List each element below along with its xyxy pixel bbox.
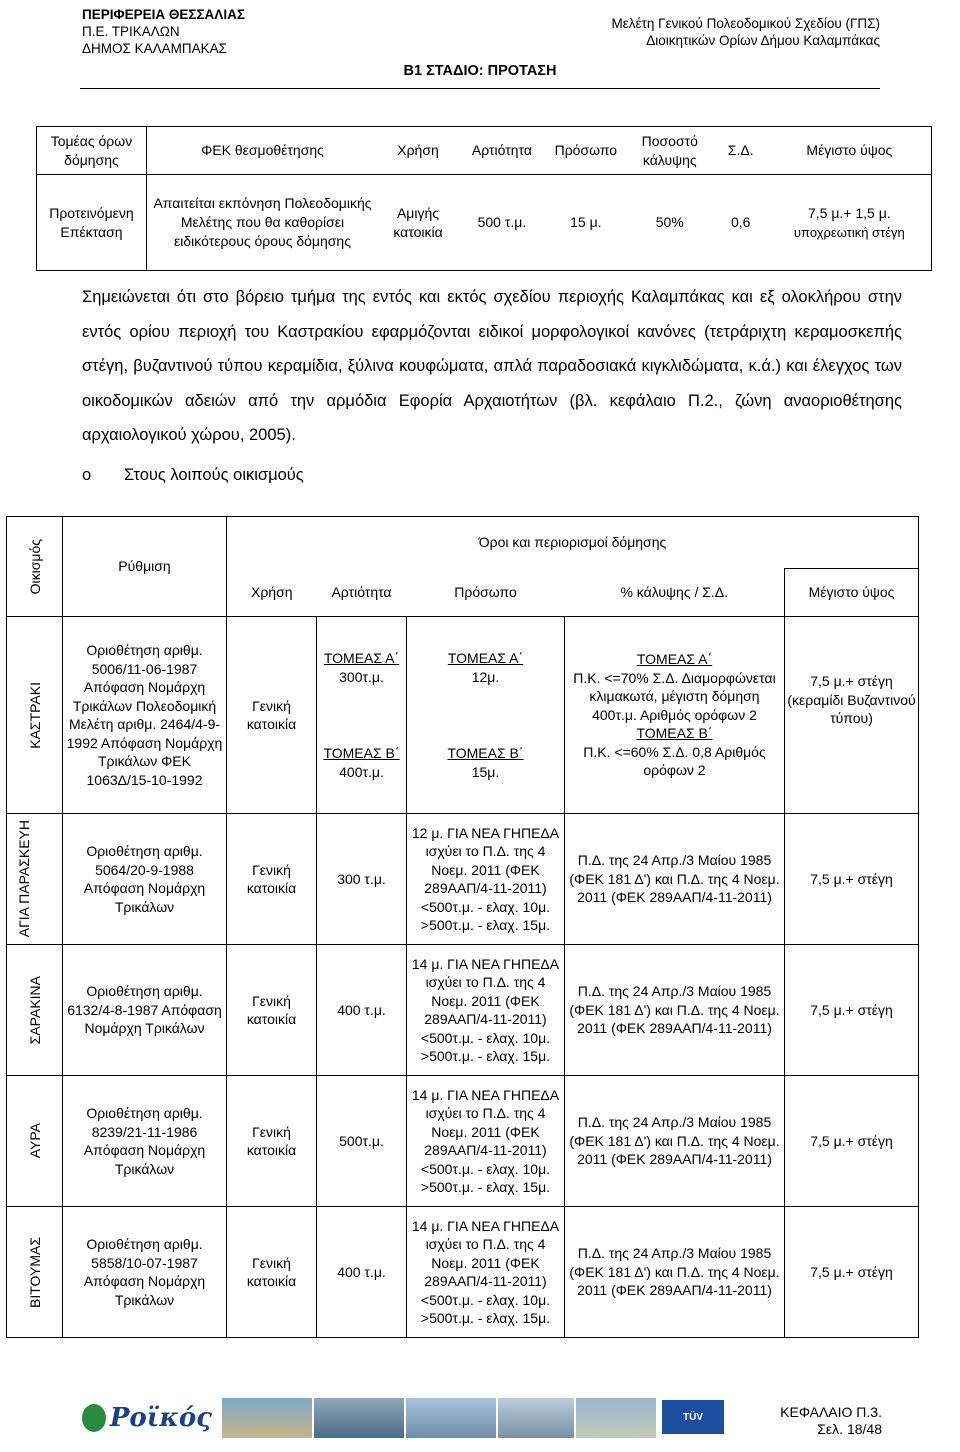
frontage-cell <box>407 945 565 1076</box>
height-text: 7,5 μ.+ στέγη (κεραμίδι Βυζαντινού τύπου) <box>787 673 916 727</box>
footer-photo-4 <box>498 1398 574 1438</box>
header-organization <box>82 6 245 57</box>
cell-min-lot: 500 τ.μ. <box>458 175 546 271</box>
frontage-text: 14 μ. ΓΙΑ ΝΕΑ ΓΗΠΕΔΑ ισχύει το Π.Δ. της 4 Νοεμ. 2011 (ΦΕΚ 289ΑΑΠ/4-11-2011) <500τ.μ. - ελαχ. 10μ. >500τ.μ. - ελαχ. 15μ. <box>411 1086 560 1195</box>
height-text: 7,5 μ.+ στέγη <box>810 870 893 887</box>
header-divider <box>80 88 880 89</box>
company-logo-mark <box>82 1404 106 1432</box>
regional-unit-name: Π.Ε. ΤΡΙΚΑΛΩΝ <box>82 24 180 39</box>
header-fek: ΦΕΚ θεσμοθέτησης <box>146 127 378 175</box>
header-use: Χρήση <box>227 569 317 617</box>
use-cell: Γενική κατοικία <box>227 814 317 945</box>
cell-use: Αμιγής κατοικία <box>378 175 458 271</box>
table-row <box>7 617 919 814</box>
header-use: Χρήση <box>378 127 458 175</box>
settlement-cell <box>7 945 63 1076</box>
cell-height <box>768 175 932 271</box>
header-regulation: Ρύθμιση <box>63 517 227 617</box>
height-note: υποχρεωτική στέγη <box>793 224 905 240</box>
settlement-cell <box>7 617 63 814</box>
bullet-marker: o <box>82 466 92 484</box>
page-number: Σελ. 18/48 <box>817 1421 882 1437</box>
height-text: 7,5 μ.+ στέγη <box>810 1001 893 1018</box>
settlement-name: ΚΑΣΤΡΑΚΙ <box>26 681 43 749</box>
table-row <box>7 945 919 1076</box>
header-row <box>37 127 932 175</box>
sector-a-frontage: 12μ. <box>471 668 500 685</box>
header-study <box>612 15 880 49</box>
header-coverage: Ποσοστό κάλυψης <box>626 127 714 175</box>
coverage-text: Π.Δ. της 24 Απρ./3 Μαίου 1985 (ΦΕΚ 181 Δ') και Π.Δ. της 4 Νοεμ. 2011 (ΦΕΚ 289ΑΑΠ/4-11-2011) <box>569 983 780 1037</box>
min-lot-cell: 400 τ.μ. <box>317 1207 407 1338</box>
regulation-text: Οριοθέτηση αριθμ. 5858/10-07-1987 Απόφαση Νομάρχη Τρικάλων <box>83 1236 206 1308</box>
coverage-text: Π.Δ. της 24 Απρ./3 Μαίου 1985 (ΦΕΚ 181 Δ') και Π.Δ. της 4 Νοεμ. 2011 (ΦΕΚ 289ΑΑΠ/4-11-2011) <box>569 1245 780 1299</box>
sector-a-min-lot: 300τ.μ. <box>339 668 384 685</box>
coverage-cell <box>565 617 785 814</box>
height-cell <box>785 814 919 945</box>
min-lot-cell: 500τ.μ. <box>317 1076 407 1207</box>
settlement-cell <box>7 1207 63 1338</box>
regulation-cell <box>63 1076 227 1207</box>
sector-a-coverage: Π.Κ. <=70% Σ.Δ. Διαμορφώνεται κλιμακωτά, μέγιστη δόμηση 400τ.μ. Αριθμός ορόφων 2 <box>573 669 776 723</box>
regulation-cell <box>63 945 227 1076</box>
study-subtitle: Διοικητικών Ορίων Δήμου Καλαμπάκας <box>646 33 880 48</box>
footer-photo-2 <box>314 1398 404 1438</box>
regulation-cell <box>63 814 227 945</box>
cell-sector: Προτεινόμενη Επέκταση <box>37 175 147 271</box>
table-row <box>7 1076 919 1207</box>
cell-fek: Απαιτείται εκπόνηση Πολεοδομικής Μελέτης που θα καθορίσει ειδικότερους όρους δόμησης <box>146 175 378 271</box>
regulation-text: Οριοθέτηση αριθμ. 5064/20-9-1988 Απόφαση Νομάρχη Τρικάλων <box>83 843 206 915</box>
settlement-name: ΑΥΡΑ <box>26 1123 43 1159</box>
cell-coverage: 50% <box>626 175 714 271</box>
settlement-name: ΣΑΡΑΚΙΝΑ <box>26 975 43 1045</box>
height-value: 7,5 μ.+ 1,5 μ. <box>807 204 891 221</box>
expansion-terms-table <box>36 126 932 271</box>
cell-sd: 0,6 <box>714 175 768 271</box>
height-cell <box>785 945 919 1076</box>
header-sd: Σ.Δ. <box>714 127 768 175</box>
coverage-cell <box>565 1207 785 1338</box>
header-settlement <box>7 517 63 617</box>
header-height: Μέγιστο ύψος <box>768 127 932 175</box>
sector-a-label: ΤΟΜΕΑΣ Α΄ <box>636 651 713 668</box>
frontage-cell <box>407 617 565 814</box>
header-terms: Όροι και περιορισμοί δόμησης <box>227 517 919 569</box>
header-min-lot: Αρτιότητα <box>458 127 546 175</box>
coverage-text: Π.Δ. της 24 Απρ./3 Μαίου 1985 (ΦΕΚ 181 Δ') και Π.Δ. της 4 Νοεμ. 2011 (ΦΕΚ 289ΑΑΠ/4-11-2011) <box>569 1114 780 1168</box>
settlement-cell <box>7 1076 63 1207</box>
use-cell: Γενική κατοικία <box>227 617 317 814</box>
coverage-cell <box>565 1076 785 1207</box>
min-lot-cell: 400 τ.μ. <box>317 945 407 1076</box>
settlement-name: ΑΓΙΑ ΠΑΡΑΣΚΕΥΗ <box>15 820 32 938</box>
footer-photo-5 <box>576 1398 656 1438</box>
regulation-cell <box>63 617 227 814</box>
sector-a-label: ΤΟΜΕΑΣ Α΄ <box>447 650 524 666</box>
settlements-terms-table <box>6 516 919 1338</box>
morphology-note-paragraph: Σημειώνεται ότι στο βόρειο τμήμα της εντός και εκτός σχεδίου περιοχής Καλαμπάκας και εξ ολοκλήρου στην εντός ορίου περιοχή του Καστρακίου εφαρμόζονται ειδικοί μορφολογικοί κανόνες (τετράριχτη κεραμοσκεπής στέγη, βυζαντινού τύπου κεραμίδια, ξύλινα κουφώματα, απλά παραδοσιακά κιγκλιδώματα, κ.ά.) και έλεγχος των οικοδομικών αδειών από την αρμόδια Εφορία Αρχαιοτήτων (βλ. κεφάλαιο Π.2., ζώνη αναοριοθέτησης αρχαιολογικού χώρου, 2005). <box>82 288 902 444</box>
sector-b-label: ΤΟΜΕΑΣ Β΄ <box>636 725 713 742</box>
header-frontage: Πρόσωπο <box>546 127 626 175</box>
region-name: ΠΕΡΙΦΕΡΕΙΑ ΘΕΣΣΑΛΙΑΣ <box>82 7 245 22</box>
height-cell <box>785 617 919 814</box>
company-logo <box>82 1400 212 1436</box>
header-height: Μέγιστο ύψος <box>785 569 919 617</box>
chapter-label: ΚΕΦΑΛΑΙΟ Π.3. <box>780 1404 882 1420</box>
frontage-cell <box>407 1207 565 1338</box>
sector-b-min-lot: 400τ.μ. <box>339 763 384 780</box>
sector-b-label: ΤΟΜΕΑΣ Β΄ <box>323 745 400 761</box>
table-row <box>7 814 919 945</box>
min-lot-cell: 300 τ.μ. <box>317 814 407 945</box>
min-lot-cell <box>317 617 407 814</box>
frontage-text: 12 μ. ΓΙΑ ΝΕΑ ΓΗΠΕΔΑ ισχύει το Π.Δ. της 4 Νοεμ. 2011 (ΦΕΚ 289ΑΑΠ/4-11-2011) <500τ.μ. - ελαχ. 10μ. >500τ.μ. - ελαχ. 15μ. <box>411 824 560 933</box>
settlement-name: ΒΙΤΟΥΜΑΣ <box>26 1236 43 1308</box>
header-sector: Τομέας όρων δόμησης <box>37 127 147 175</box>
use-cell: Γενική κατοικία <box>227 1207 317 1338</box>
certification-logo: TÜV <box>662 1400 724 1434</box>
height-cell <box>785 1207 919 1338</box>
header-coverage: % κάλυψης / Σ.Δ. <box>565 569 785 617</box>
table-row <box>7 1207 919 1338</box>
footer-photo-1 <box>222 1398 312 1438</box>
coverage-text: Π.Δ. της 24 Απρ./3 Μαίου 1985 (ΦΕΚ 181 Δ') και Π.Δ. της 4 Νοεμ. 2011 (ΦΕΚ 289ΑΑΠ/4-11-2011) <box>569 852 780 906</box>
frontage-cell <box>407 1076 565 1207</box>
header-row <box>7 517 919 569</box>
footer-photo-3 <box>406 1398 496 1438</box>
coverage-cell <box>565 945 785 1076</box>
regulation-text: Οριοθέτηση αριθμ. 8239/21-11-1986 Απόφαση Νομάρχη Τρικάλων <box>83 1105 206 1177</box>
study-title: Μελέτη Γενικού Πολεοδομικού Σχεδίου (ΓΠΣ) <box>611 16 880 31</box>
sector-b-coverage: Π.Κ. <=60% Σ.Δ. 0,8 Αριθμός ορόφων 2 <box>583 743 766 779</box>
settlement-cell <box>7 814 63 945</box>
use-cell: Γενική κατοικία <box>227 1076 317 1207</box>
sector-b-frontage: 15μ. <box>471 763 500 780</box>
page-info <box>780 1404 882 1438</box>
frontage-text: 14 μ. ΓΙΑ ΝΕΑ ΓΗΠΕΔΑ ισχύει το Π.Δ. της 4 Νοεμ. 2011 (ΦΕΚ 289ΑΑΠ/4-11-2011) <500τ.μ. - ελαχ. 10μ. >500τ.μ. - ελαχ. 15μ. <box>411 1217 560 1326</box>
frontage-text: 14 μ. ΓΙΑ ΝΕΑ ΓΗΠΕΔΑ ισχύει το Π.Δ. της 4 Νοεμ. 2011 (ΦΕΚ 289ΑΑΠ/4-11-2011) <500τ.μ. - ελαχ. 10μ. >500τ.μ. - ελαχ. 15μ. <box>411 955 560 1064</box>
cell-frontage: 15 μ. <box>546 175 626 271</box>
header-settlement-label: Οικισμός <box>26 538 43 595</box>
regulation-text: Οριοθέτηση αριθμ. 5006/11-06-1987 Απόφαση Νομάρχη Τρικάλων Πολεοδομική Μελέτη αριθμ. 2464/4-9-1992 Απόφαση Νομάρχη Τρικάλων ΦΕΚ 1063Δ/15-10-1992 <box>66 642 223 788</box>
regulation-text: Οριοθέτηση αριθμ. 6132/4-8-1987 Απόφαση Νομάρχη Τρικάλων <box>67 983 222 1037</box>
sector-b-label: ΤΟΜΕΑΣ Β΄ <box>447 745 524 761</box>
bullet-text: Στους λοιπούς οικισμούς <box>124 466 304 484</box>
height-cell <box>785 1076 919 1207</box>
table-row <box>37 175 932 271</box>
height-text: 7,5 μ.+ στέγη <box>810 1263 893 1280</box>
company-logo-text: Ροϊκός <box>109 1403 212 1433</box>
municipality-name: ΔΗΜΟΣ ΚΑΛΑΜΠΑΚΑΣ <box>82 41 227 56</box>
header-frontage: Πρόσωπο <box>407 569 565 617</box>
sector-a-label: ΤΟΜΕΑΣ Α΄ <box>323 650 400 666</box>
frontage-cell <box>407 814 565 945</box>
regulation-cell <box>63 1207 227 1338</box>
stage-title: Β1 ΣΤΑΔΙΟ: ΠΡΟΤΑΣΗ <box>403 63 557 79</box>
use-cell: Γενική κατοικία <box>227 945 317 1076</box>
header-min-lot: Αρτιότητα <box>317 569 407 617</box>
page-footer <box>82 1396 882 1440</box>
coverage-cell <box>565 814 785 945</box>
height-text: 7,5 μ.+ στέγη <box>810 1132 893 1149</box>
